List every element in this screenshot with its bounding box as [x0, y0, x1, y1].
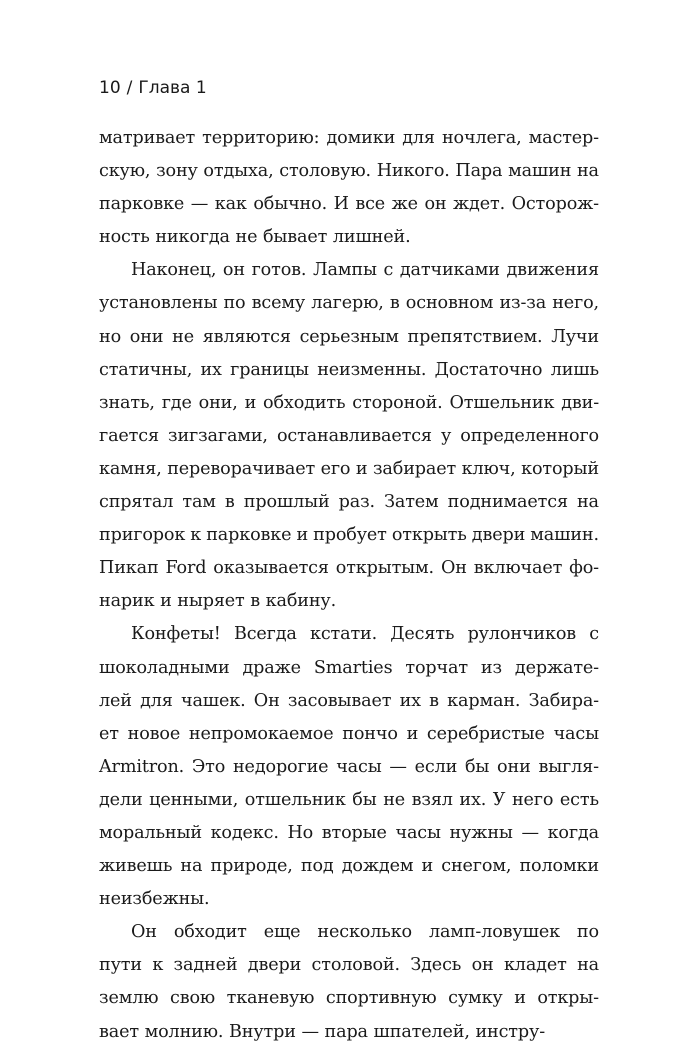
- text-line: Наконец, он готов. Лампы с датчиками движения: [131, 260, 599, 281]
- text-line: пригорок к парковке и пробует открыть двери машин.: [99, 525, 599, 546]
- text-line: парковке — как обычно. И все же он ждет. Осторож-: [99, 194, 599, 215]
- text-line: камня, переворачивает его и забирает ключ, который: [99, 458, 599, 479]
- text-line: Конфеты! Всегда кстати. Десять рулончиков с: [131, 624, 599, 645]
- chapter-title: Глава 1: [138, 78, 207, 98]
- text-line: нарик и ныряет в кабину.: [99, 591, 337, 612]
- text-line: спрятал там в прошлый раз. Затем поднимается на: [99, 492, 599, 513]
- running-head: [99, 77, 207, 99]
- text-line: ность никогда не бывает лишней.: [99, 227, 411, 248]
- page-number: 10: [99, 78, 121, 98]
- text-line: матривает территорию: домики для ночлега, мастер-: [99, 128, 599, 148]
- text-line: но они не являются серьезным препятствием. Лучи: [99, 326, 599, 347]
- header-separator: /: [126, 78, 133, 98]
- text-line: Пикап Ford оказывается открытым. Он включает фо-: [99, 558, 599, 579]
- text-line: неизбежны.: [99, 889, 210, 910]
- text-line: ет новое непромокаемое пончо и серебристые часы: [99, 723, 599, 744]
- text-line: лей для чашек. Он засовывает их в карман. Забира-: [99, 690, 599, 711]
- text-line: моральный кодекс. Но вторые часы нужны — когда: [99, 822, 599, 843]
- text-line: Он обходит еще несколько ламп-ловушек по: [131, 922, 599, 943]
- text-line: знать, где они, и обходить стороной. Отшельник дви-: [99, 392, 599, 413]
- body-text: [99, 122, 599, 1049]
- text-line: Armitron. Это недорогие часы — если бы они выгля-: [99, 756, 599, 777]
- text-line: установлены по всему лагерю, в основном из-за него,: [99, 293, 599, 314]
- text-line: землю свою тканевую спортивную сумку и откры-: [99, 988, 599, 1009]
- text-line: гается зигзагами, останавливается у определенного: [99, 425, 599, 446]
- text-line: вает молнию. Внутри — пара шпателей, инстру-: [99, 1021, 545, 1042]
- text-line: пути к задней двери столовой. Здесь он кладет на: [99, 955, 599, 976]
- text-line: шоколадными драже Smarties торчат из держате-: [99, 657, 599, 678]
- text-line: живешь на природе, под дождем и снегом, поломки: [99, 856, 599, 877]
- text-line: статичны, их границы неизменны. Достаточно лишь: [99, 359, 599, 380]
- paragraph: [99, 122, 599, 254]
- paragraph: [99, 618, 599, 916]
- paragraph: [99, 916, 599, 1048]
- text-line: скую, зону отдыха, столовую. Никого. Пара машин на: [99, 161, 599, 182]
- text-line: дели ценными, отшельник бы не взял их. У него есть: [99, 789, 599, 810]
- paragraph: [99, 254, 599, 618]
